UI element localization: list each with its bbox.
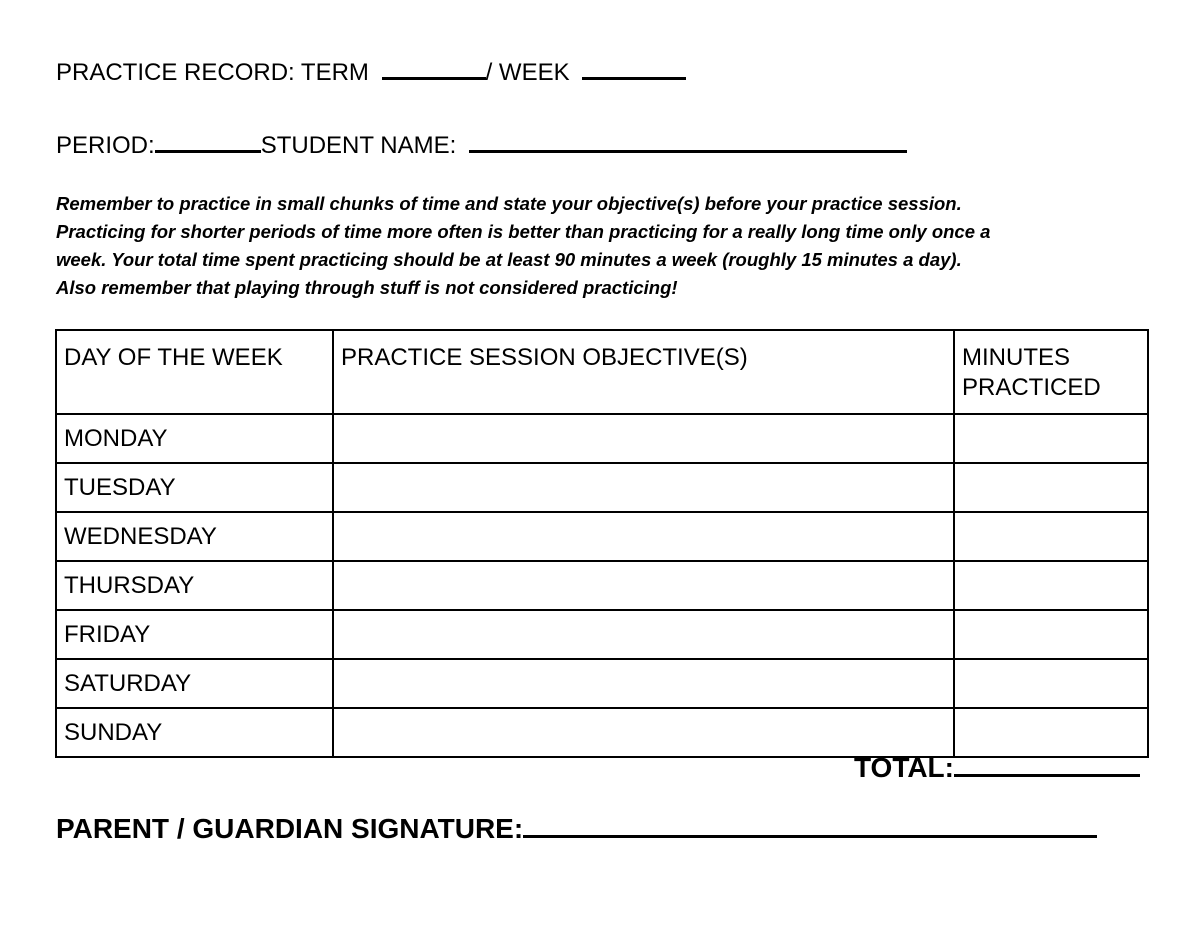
signature-line — [56, 813, 1097, 845]
signature-label: PARENT / GUARDIAN SIGNATURE: — [56, 813, 524, 844]
objective-cell[interactable] — [333, 463, 954, 512]
objective-cell[interactable] — [333, 610, 954, 659]
instruction-line: Also remember that playing through stuff is not considered practicing! — [56, 277, 678, 298]
table-row — [56, 512, 1148, 561]
minutes-cell[interactable] — [954, 414, 1148, 463]
day-cell: FRIDAY — [56, 610, 333, 659]
minutes-cell[interactable] — [954, 561, 1148, 610]
minutes-cell[interactable] — [954, 708, 1148, 757]
objective-column-header: PRACTICE SESSION OBJECTIVE(S) — [333, 330, 954, 414]
table-row — [56, 463, 1148, 512]
minutes-header-line: PRACTICED — [962, 374, 1101, 401]
objective-cell[interactable] — [333, 708, 954, 757]
day-cell: TUESDAY — [56, 463, 333, 512]
student-name-blank[interactable] — [469, 130, 907, 153]
day-cell: SUNDAY — [56, 708, 333, 757]
signature-blank[interactable] — [523, 813, 1097, 838]
day-cell: MONDAY — [56, 414, 333, 463]
table-row — [56, 414, 1148, 463]
minutes-column-header — [954, 330, 1148, 414]
term-blank[interactable] — [382, 57, 486, 80]
record-term-label: PRACTICE RECORD: TERM — [56, 59, 369, 86]
minutes-cell[interactable] — [954, 512, 1148, 561]
day-cell: THURSDAY — [56, 561, 333, 610]
objective-cell[interactable] — [333, 659, 954, 708]
total-label: TOTAL: — [853, 752, 954, 783]
period-label: PERIOD: — [56, 132, 155, 159]
table-row — [56, 708, 1148, 757]
table-row — [56, 659, 1148, 708]
table-row — [56, 610, 1148, 659]
total-blank[interactable] — [954, 752, 1140, 777]
table-row — [56, 561, 1148, 610]
week-blank[interactable] — [582, 57, 686, 80]
day-cell: SATURDAY — [56, 659, 333, 708]
practice-log-table — [55, 329, 1149, 758]
table-header-row — [56, 330, 1148, 414]
week-label: / WEEK — [485, 59, 570, 86]
objective-cell[interactable] — [333, 561, 954, 610]
instruction-line: Remember to practice in small chunks of time and state your objective(s) before your practice session. — [56, 193, 962, 214]
name-line — [56, 130, 907, 160]
student-name-label: STUDENT NAME: — [260, 132, 457, 159]
total-line — [854, 752, 1140, 784]
day-cell: WEDNESDAY — [56, 512, 333, 561]
title-line — [56, 57, 686, 87]
objective-cell[interactable] — [333, 414, 954, 463]
period-blank[interactable] — [155, 130, 261, 153]
objective-cell[interactable] — [333, 512, 954, 561]
minutes-header-line: MINUTES — [962, 344, 1070, 371]
minutes-cell[interactable] — [954, 463, 1148, 512]
instructions — [56, 190, 1156, 302]
minutes-cell[interactable] — [954, 659, 1148, 708]
instruction-line: week. Your total time spent practicing should be at least 90 minutes a week (roughly 15 minutes a day). — [56, 249, 962, 270]
minutes-cell[interactable] — [954, 610, 1148, 659]
day-column-header: DAY OF THE WEEK — [56, 330, 333, 414]
instruction-line: Practicing for shorter periods of time more often is better than practicing for a really long time only once a — [56, 221, 991, 242]
